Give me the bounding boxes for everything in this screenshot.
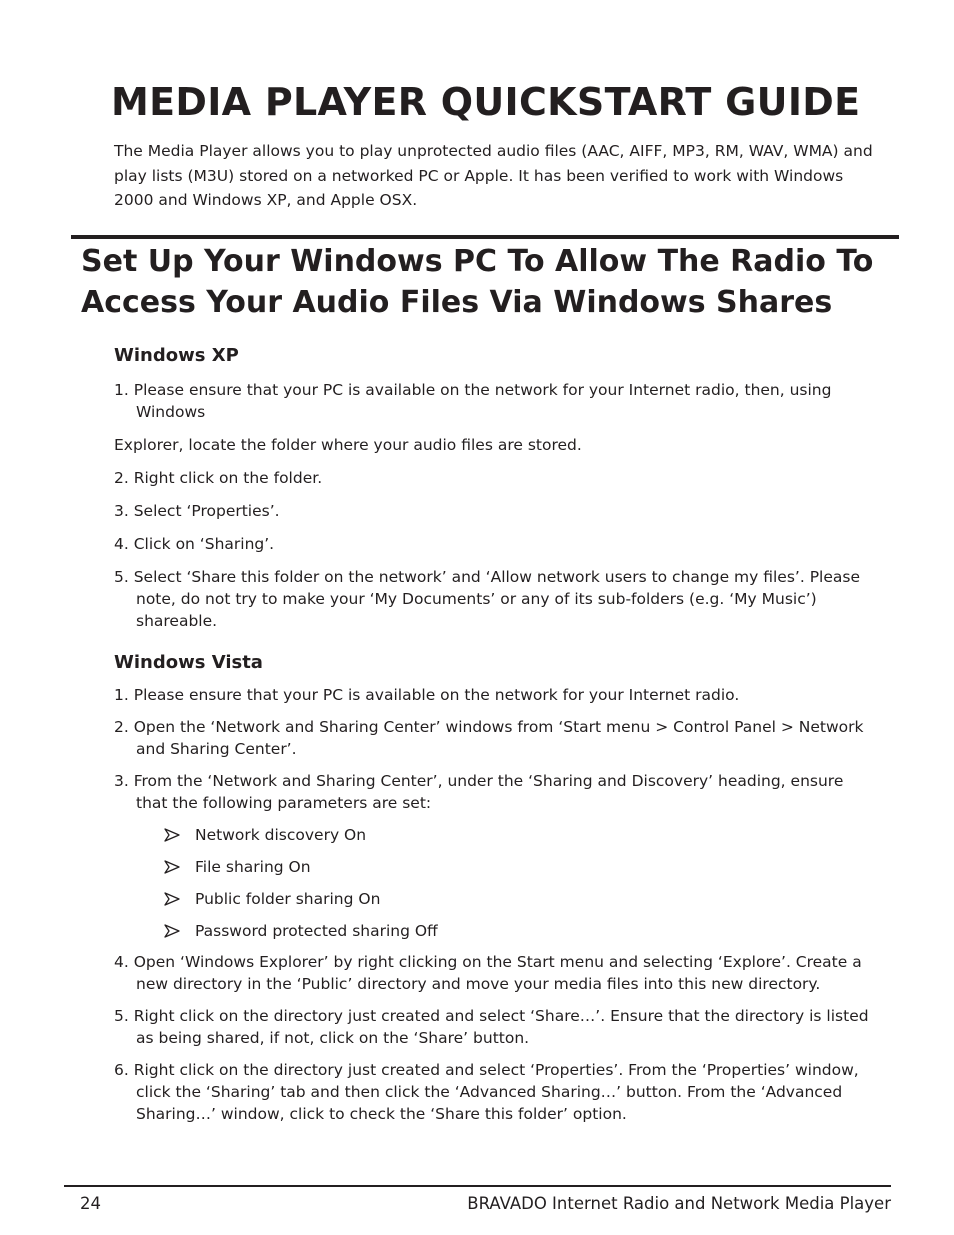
arrowhead-bullet-icon xyxy=(164,923,180,939)
list-item xyxy=(164,824,874,846)
list-item xyxy=(164,888,874,910)
vista-step-4: 4. Open ‘Windows Explorer’ by right clicking on the Start menu and selecting ‘Explore’. Create a new directory in the ‘Public’ directory and move your media files into this new directory. xyxy=(114,953,862,993)
instructions xyxy=(114,343,874,1125)
arrowhead-bullet-icon xyxy=(164,891,180,907)
vista-step-2: 2. Open the ‘Network and Sharing Center’ windows from ‘Start menu > Control Panel > Network and Sharing Center’. xyxy=(114,718,864,758)
footer-product-title: BRAVADO Internet Radio and Network Media Player xyxy=(467,1194,891,1213)
list-item-label: Password protected sharing Off xyxy=(195,922,438,940)
footer-divider xyxy=(64,1185,891,1187)
vista-step-3: 3. From the ‘Network and Sharing Center’, under the ‘Sharing and Discovery’ heading, ensure that the following parameters are set: xyxy=(114,772,844,812)
arrowhead-bullet-icon xyxy=(164,859,180,875)
xp-step-1-continued: Explorer, locate the folder where your audio files are stored. xyxy=(114,436,582,454)
vista-step-6: 6. Right click on the directory just created and select ‘Properties’. From the ‘Properties’ window, click the ‘Sharing’ tab and then click the ‘Advanced Sharing…’ button. From the ‘Advanced Sharing…’ window, click to check the ‘Share this folder’ option. xyxy=(114,1061,859,1123)
page-number: 24 xyxy=(80,1194,101,1213)
list-item-label: File sharing On xyxy=(195,858,311,876)
vista-step-5: 5. Right click on the directory just created and select ‘Share…’. Ensure that the directory is listed as being shared, if not, click on the ‘Share’ button. xyxy=(114,1007,869,1047)
list-item-label: Public folder sharing On xyxy=(195,890,381,908)
windows-xp-heading: Windows XP xyxy=(114,345,239,366)
xp-step-1: 1. Please ensure that your PC is available on the network for your Internet radio, then, using Windows xyxy=(114,381,832,421)
vista-step-1: 1. Please ensure that your PC is available on the network for your Internet radio. xyxy=(114,686,740,704)
section-title: Set Up Your Windows PC To Allow The Radio To Access Your Audio Files Via Windows Shares xyxy=(81,244,874,320)
list-item xyxy=(164,856,874,878)
intro-paragraph: The Media Player allows you to play unprotected audio files (AAC, AIFF, MP3, RM, WAV, WMA) and play lists (M3U) stored on a networked PC or Apple. It has been verified to work with Windows 2000 and Windows XP, and Apple OSX. xyxy=(114,142,873,209)
xp-step-4: 4. Click on ‘Sharing’. xyxy=(114,535,275,553)
arrowhead-bullet-icon xyxy=(164,827,180,843)
page-title: MEDIA PLAYER QUICKSTART GUIDE xyxy=(111,80,861,124)
section-divider xyxy=(71,235,899,239)
list-item xyxy=(164,920,874,942)
list-item-label: Network discovery On xyxy=(195,826,367,844)
xp-step-5: 5. Select ‘Share this folder on the network’ and ‘Allow network users to change my files’. Please note, do not try to make your ‘My Documents’ or any of its sub-folders (e.g. ‘My Music’) shareable. xyxy=(114,568,860,630)
xp-step-2: 2. Right click on the folder. xyxy=(114,469,323,487)
sharing-parameters-list xyxy=(114,824,874,942)
windows-vista-heading: Windows Vista xyxy=(114,652,263,673)
xp-step-3: 3. Select ‘Properties’. xyxy=(114,502,280,520)
